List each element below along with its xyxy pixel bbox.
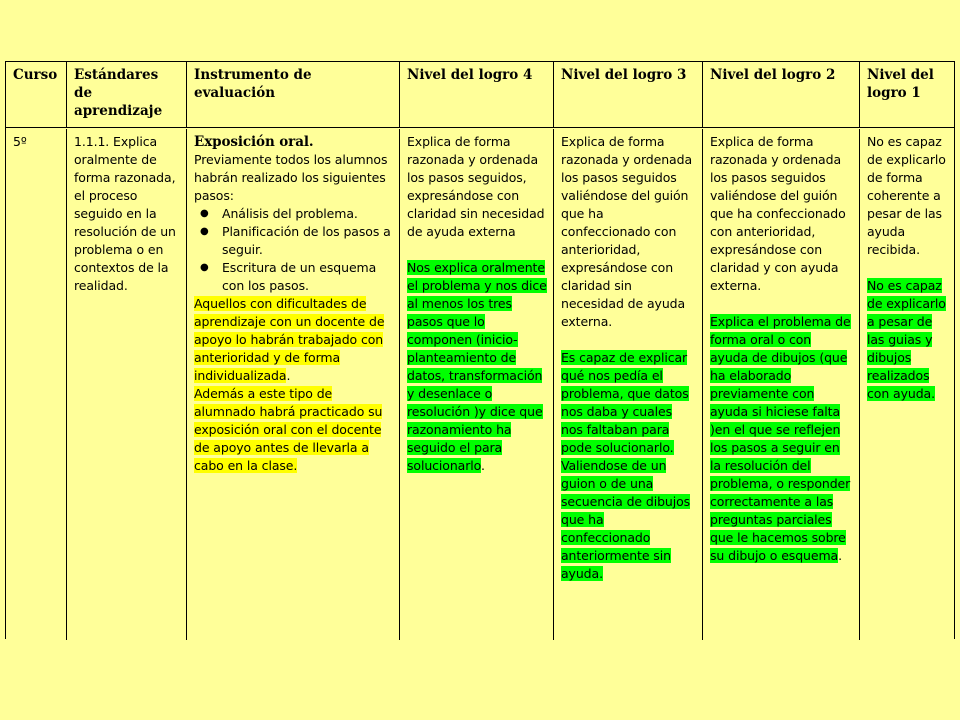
green-highlight: No es capaz de explicarlo a pesar de las guias y dibujos realizados con ayuda.: [867, 278, 946, 401]
header-estandares: Estándares de aprendizaje: [67, 62, 187, 127]
instrumento-intro: Previamente todos los alumnos habrán realizado los siguientes pasos:: [194, 152, 388, 203]
instrumento-title: Exposición oral.: [194, 134, 314, 150]
cell-curso: 5º: [6, 129, 67, 640]
nivel-2-text: Explica de forma razonada y ordenada los pasos seguidos valiéndose del guión que ha confeccionado con anterioridad, expresándose con claridad y con ayuda externa.: [710, 134, 846, 293]
header-nivel-4: Nivel del logro 4: [400, 62, 554, 127]
table-row: [6, 129, 954, 640]
header-curso: Curso: [6, 62, 67, 127]
cell-nivel-1: [860, 129, 954, 640]
nivel-3-text: Explica de forma razonada y ordenada los pasos seguidos valiéndose del guión que ha confeccionado con anterioridad, expresándose con claridad sin necesidad de ayuda externa.: [561, 134, 692, 329]
green-highlight: Es capaz de explicar qué nos pedía el problema, que datos nos daba y cuales nos faltaban para pode solucionarlo. Valiendose de un guion o de una secuencia de dibujos que ha confeccionado anteriormente sin ayuda.: [561, 350, 691, 581]
header-row: [6, 62, 954, 128]
nivel-4-text: Explica de forma razonada y ordenada los pasos seguidos, expresándose con claridad sin necesidad de ayuda externa: [407, 134, 545, 239]
header-nivel-2: Nivel del logro 2: [703, 62, 860, 127]
cell-nivel-4: [400, 129, 554, 640]
header-instrumento: Instrumento de evaluación: [187, 62, 400, 127]
cell-instrumento: [187, 129, 400, 640]
list-item: ● Planificación de los pasos a seguir.: [222, 223, 393, 259]
yellow-highlight: Además a este tipo de alumnado habrá practicado su exposición oral con el docente de apoyo antes de llevarla a cabo en la clase.: [194, 386, 383, 473]
cell-nivel-2: [703, 129, 860, 640]
nivel-1-adaptation: [867, 277, 948, 403]
instrumento-adaptation-1: Aquellos con dificultades de aprendizaje con un docente de apoyo lo habrán trabajado con anterioridad y de forma individualizada.: [194, 296, 385, 383]
cell-nivel-3: [554, 129, 703, 640]
header-nivel-1: Nivel del logro 1: [867, 67, 934, 101]
nivel-1-text: No es capaz de explicarlo de forma coherente a pesar de las ayuda recibida.: [867, 134, 946, 257]
header-nivel-3: Nivel del logro 3: [554, 62, 703, 127]
green-highlight: Explica el problema de forma oral o con ayuda de dibujos (que ha elaborado previamente con ayuda si hiciese falta )en el que se reflejen los pasos a seguir en la resolución del problema, o responder correctamente a las preguntas parciales que le hacemos sobre su dibujo o esquema: [710, 314, 851, 563]
nivel-4-adaptation: Nos explica oralmente el problema y nos dice al menos los tres pasos que lo componen (inicio- planteamiento de datos, transformación y desenlace o resolución )y dice que razonamiento ha seguido el para solucionarlo.: [407, 260, 547, 473]
list-item: ● Escritura de un esquema con los pasos.: [222, 259, 393, 295]
instrumento-adaptation-2: [194, 385, 393, 475]
nivel-2-adaptation: Explica el problema de forma oral o con ayuda de dibujos (que ha elaborado previamente con ayuda si hiciese falta )en el que se reflejen los pasos a seguir en la resolución del problema, o responder correctamente a las preguntas parciales que le hacemos sobre su dibujo o esquema.: [710, 314, 851, 563]
evaluation-rubric-table: [5, 61, 955, 639]
nivel-3-adaptation: [561, 349, 696, 583]
list-item: ● Análisis del problema.: [222, 205, 393, 223]
cell-estandar: 1.1.1. Explica oralmente de forma razonada, el proceso seguido en la resolución de un problema o en contextos de la realidad.: [67, 129, 187, 640]
instrumento-steps-list: [194, 205, 393, 295]
green-highlight: Nos explica oralmente el problema y nos dice al menos los tres pasos que lo componen (inicio- planteamiento de datos, transformación y desenlace o resolución )y dice que razonamiento ha seguido el para solucionarlo: [407, 260, 547, 473]
yellow-highlight: Aquellos con dificultades de aprendizaje con un docente de apoyo lo habrán trabajado con anterioridad y de forma individualizada: [194, 296, 385, 383]
